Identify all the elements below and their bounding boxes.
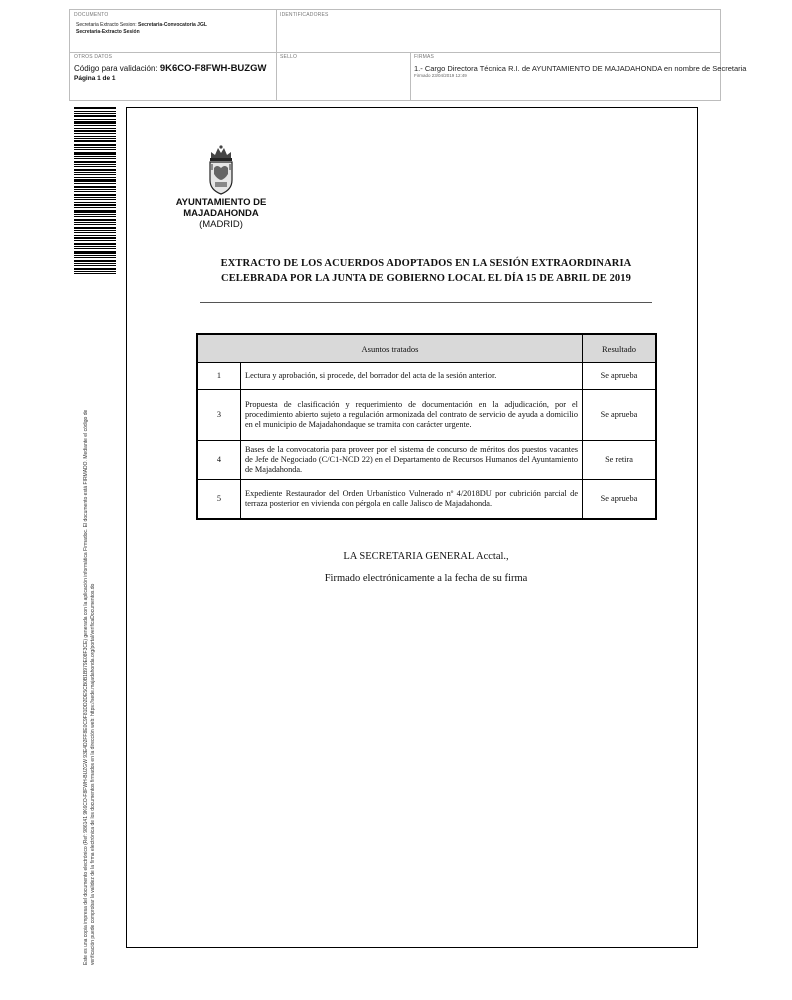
barcode-bar: [74, 111, 116, 112]
barcode-bar: [74, 232, 116, 233]
signature-title: LA SECRETARIA GENERAL Acctal.,: [343, 551, 509, 562]
barcode-bar: [74, 227, 116, 229]
barcode-bar: [74, 177, 116, 178]
item-description: Expediente Restaurador del Orden Urbanístico Vulnerado nº 4/2018DU por cubrición parcial de terraza posterior en vivienda con pérgola en calle Jalisco de Majadahonda.: [241, 480, 583, 520]
barcode-bar: [74, 138, 116, 139]
item-result: Se aprueba: [583, 363, 657, 390]
barcode-bar: [74, 189, 116, 190]
barcode-bar: [74, 164, 116, 165]
barcode-bar: [74, 149, 116, 150]
sello-caption: SELLO: [280, 54, 298, 60]
barcode-bar: [74, 169, 116, 171]
barcode-bar: [74, 119, 116, 120]
item-number: 3: [197, 390, 241, 441]
barcode-bar: [74, 136, 116, 137]
barcode-bar: [74, 263, 116, 264]
table-header-row: [197, 334, 656, 363]
firma-date: Firmado 23/04/2019 12:49: [414, 73, 467, 78]
identificadores-caption: IDENTIFICADORES: [280, 12, 329, 18]
otros-datos-caption: OTROS DATOS: [74, 54, 113, 60]
barcode-bar: [74, 251, 116, 254]
table-row: [197, 363, 656, 390]
item-description: Lectura y aprobación, si procede, del borrador del acta de la sesión anterior.: [241, 363, 583, 390]
item-description: Bases de la convocatoria para proveer por el sistema de concurso de méritos dos puestos vacantes de Jefe de Negociado (C/C1-NCD 22) en el Departamento de Recursos Humanos del Ayuntamiento de Majadahonda.: [241, 441, 583, 480]
item-result: Se aprueba: [583, 480, 657, 520]
barcode-bar: [74, 199, 116, 200]
barcode-bar: [74, 214, 116, 215]
barcode-bar: [74, 260, 116, 262]
column-header-asuntos: Asuntos tratados: [197, 334, 583, 363]
documento-caption: DOCUMENTO: [74, 12, 109, 18]
identificadores-cell: [276, 10, 716, 21]
table-row: [197, 480, 656, 520]
barcode-bar: [74, 179, 116, 182]
barcode-bar: [74, 202, 116, 203]
barcode-bar: [74, 107, 116, 109]
documento-line2: Secretaria-Extracto Sesión: [76, 29, 140, 35]
organization-name: [170, 197, 272, 230]
side-text-line1: Este es una copia impresa del documento electrónico (Ref: 986141 9K6CO-F8FWH-BUZGW 93E4D2FF8E0C9F81DD2DE5CB0B1B979E08F3CE) generada con la aplicación informática Firmadoc. El documento está FIRMADO. Mediante el código de: [83, 409, 89, 965]
org-line3: (MADRID): [199, 219, 243, 230]
barcode: [74, 107, 116, 277]
barcode-bar: [74, 158, 116, 159]
barcode-bar: [74, 152, 116, 155]
barcode-bar: [74, 133, 116, 134]
barcode-bar: [74, 257, 116, 258]
barcode-bar: [74, 235, 116, 236]
barcode-bar: [74, 172, 116, 173]
validation-code-line: Código para validación: 9K6CO-F8FWH-BUZGW: [74, 63, 267, 74]
barcode-bar: [74, 156, 116, 157]
barcode-bar: [74, 222, 116, 223]
barcode-bar: [74, 243, 116, 245]
document-metadata-box: [69, 9, 747, 101]
barcode-bar: [74, 246, 116, 247]
firmas-cell: [410, 52, 747, 81]
barcode-bar: [74, 216, 116, 217]
table-row: [197, 390, 656, 441]
documento-line1: Secretaria Extracto Sesion: Secretaria-Convocatoria JGL: [76, 22, 207, 28]
firma-text: 1.- Cargo Directora Técnica R.I. de AYUNTAMIENTO DE MAJADAHONDA en nombre de Secretaria: [414, 64, 747, 73]
barcode-bar: [74, 161, 116, 163]
item-number: 4: [197, 441, 241, 480]
barcode-bar: [74, 265, 116, 266]
barcode-bar: [74, 115, 116, 117]
item-result: Se aprueba: [583, 390, 657, 441]
item-number: 5: [197, 480, 241, 520]
document-page-frame: [126, 107, 698, 948]
barcode-bar: [74, 147, 116, 148]
firmas-caption: FIRMAS: [414, 54, 435, 60]
barcode-bar: [74, 144, 116, 146]
column-header-resultado: Resultado: [583, 334, 657, 363]
barcode-bar: [74, 183, 116, 184]
barcode-bar: [74, 268, 116, 270]
barcode-bar: [74, 197, 116, 198]
barcode-bar: [74, 166, 116, 167]
barcode-bar: [74, 194, 116, 196]
divider: [200, 302, 652, 303]
org-line2: MAJADAHONDA: [183, 208, 259, 219]
barcode-bar: [74, 210, 116, 213]
barcode-bar: [74, 125, 116, 126]
barcode-bar: [74, 204, 116, 206]
barcode-bar: [74, 174, 116, 175]
agreements-table: [196, 333, 657, 520]
org-line1: AYUNTAMIENTO DE: [175, 197, 267, 208]
documento-cell: [70, 10, 276, 38]
sello-cell: [276, 52, 410, 63]
coat-of-arms-icon: [205, 144, 237, 196]
side-text-line2: verificación puede comprobar la validez de la firma electrónica de los documentos firmados en la dirección web: https://sede.majadahonda.org/portal/verificaDocumentos.do: [90, 583, 96, 965]
table-row: [197, 441, 656, 480]
barcode-bar: [74, 191, 116, 192]
barcode-bar: [74, 219, 116, 221]
barcode-bar: [74, 240, 116, 241]
item-number: 1: [197, 363, 241, 390]
item-description: Propuesta de clasificación y requerimiento de documentación en la adjudicación, por el procedimiento abierto sujeto a regulación armonizada del contrato de servicio de ayuda a domicilio en el municipio de Majadahondaque se tramita con carácter urgente.: [241, 390, 583, 441]
barcode-bar: [74, 248, 116, 249]
title-line1: EXTRACTO DE LOS ACUERDOS ADOPTADOS EN LA SESIÓN EXTRAORDINARIA: [220, 258, 632, 269]
otros-datos-cell: [70, 52, 276, 85]
document-title: [200, 256, 652, 286]
page-indicator: Página 1 de 1: [74, 75, 116, 82]
barcode-bar: [74, 186, 116, 188]
barcode-bar: [74, 224, 116, 225]
barcode-bar: [74, 271, 116, 272]
barcode-bar: [74, 140, 116, 142]
vertical-verification-text: [83, 305, 97, 965]
barcode-bar: [74, 113, 116, 114]
barcode-bar: [74, 128, 116, 129]
item-result: Se retira: [583, 441, 657, 480]
barcode-bar: [74, 255, 116, 256]
barcode-bar: [74, 273, 116, 274]
signature-note: Firmado electrónicamente a la fecha de su firma: [324, 573, 528, 584]
barcode-bar: [74, 121, 116, 124]
validation-code: 9K6CO-F8FWH-BUZGW: [159, 63, 267, 74]
barcode-bar: [74, 230, 116, 231]
barcode-bar: [74, 130, 116, 132]
barcode-bar: [74, 207, 116, 208]
barcode-bar: [74, 237, 116, 239]
title-line2: CELEBRADA POR LA JUNTA DE GOBIERNO LOCAL EL DÍA 15 DE ABRIL DE 2019: [221, 273, 631, 284]
